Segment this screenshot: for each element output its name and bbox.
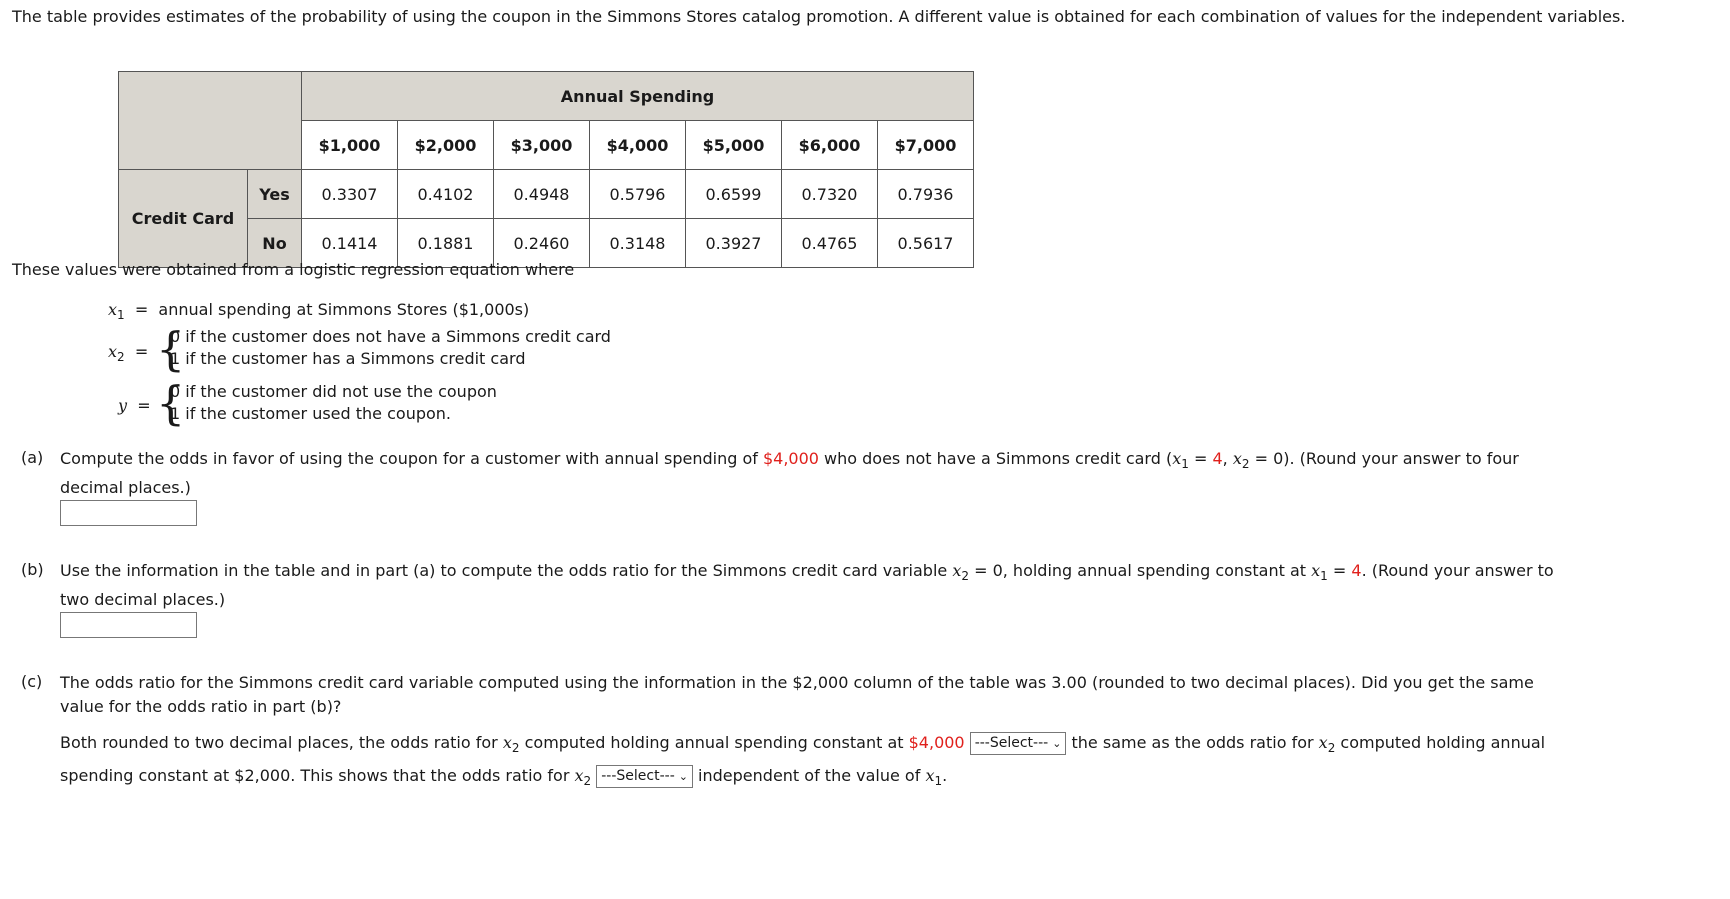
x2-cases <box>170 326 611 370</box>
column-header: $5,000 <box>686 121 782 170</box>
column-header: $2,000 <box>398 121 494 170</box>
x2-brace: { <box>156 322 186 376</box>
select-2-value: ---Select--- <box>601 768 675 785</box>
part-a-text-3: ). (Round your answer to four decimal places.) <box>60 449 1519 498</box>
part-b-text-2: = 0, holding annual spending constant at <box>969 561 1312 580</box>
y-label: y = <box>118 396 151 415</box>
x2-case-1: 1 if the customer has a Simmons credit card <box>170 349 526 368</box>
part-a-text-1: Compute the odds in favor of using the coupon for a customer with annual spending of <box>60 449 763 468</box>
part-c-question: The odds ratio for the Simmons credit card variable computed using the information in the $2,000 column of the table was 3.00 (rounded to two decimal places). Did you get the same value for the odds ratio in part (b)? <box>60 673 1534 716</box>
part-b-answer-input[interactable] <box>60 612 197 638</box>
probability-cell: 0.2460 <box>494 219 590 268</box>
chevron-down-icon: ⌄ <box>678 770 688 784</box>
x1-definition: $x_1$ = annual spending at Simmons Stores ($1,000s) <box>108 300 530 323</box>
chevron-down-icon: ⌄ <box>1052 737 1062 750</box>
part-c-select-2[interactable] <box>596 765 693 788</box>
x2-label: $x_2$ = <box>108 342 149 365</box>
y-case-0: 0 if the customer did not use the coupon <box>170 382 497 401</box>
part-b-label: (b) <box>21 560 44 579</box>
part-c-text-2: computed holding annual spending constant at <box>519 733 909 752</box>
equation-intro: These values were obtained from a logistic regression equation where <box>12 260 575 279</box>
part-a-question: Compute the odds in favor of using the coupon for a customer with annual spending of $4,000 who does not have a Simmons credit card ($x_1 = 4$, $x_2 = 0$). (Round your answer to four decimal places.) <box>60 449 1519 498</box>
probability-cell: 0.3148 <box>590 219 686 268</box>
probability-table <box>118 71 974 268</box>
row-label-yes: Yes <box>248 170 302 219</box>
probability-cell: 0.4765 <box>782 219 878 268</box>
part-c-text-3: the same as the odds ratio for <box>1066 733 1319 752</box>
credit-card-label: Credit Card <box>119 170 248 268</box>
probability-cell: 0.3307 <box>302 170 398 219</box>
part-b-text-1: Use the information in the table and in part (a) to compute the odds ratio for the Simmons credit card variable <box>60 561 953 580</box>
select-1-value: ---Select--- <box>974 735 1049 751</box>
part-b-text-3: . (Round your answer to two decimal places.) <box>60 561 1554 610</box>
probability-cell: 0.6599 <box>686 170 782 219</box>
part-c-statement: Both rounded to two decimal places, the odds ratio for $x_2$ computed holding annual spending constant at $4,000 ---Select--- ⌄ the same as the odds ratio for $x_2$ computed holding annual spending constant at $2,000. This shows that the odds ratio for $x_2$ ---Select--- ⌄ independent of the value of $x_1$. <box>60 733 1546 789</box>
column-header: $7,000 <box>878 121 974 170</box>
part-b-question: Use the information in the table and in part (a) to compute the odds ratio for the Simmons credit card variable $x_2 = 0$, holding annual spending constant at $x_1 = 4$. (Round your answer to two decimal places.) <box>60 561 1554 610</box>
probability-cell: 0.3927 <box>686 219 782 268</box>
part-a-x1-value: 4 <box>1212 449 1223 468</box>
row-label-no: No <box>248 219 302 268</box>
part-c-text-5: independent of the value of <box>692 766 926 786</box>
table-corner <box>119 72 302 170</box>
probability-cell: 0.1881 <box>398 219 494 268</box>
part-c-select-1[interactable] <box>970 732 1067 755</box>
part-c-text-1: Both rounded to two decimal places, the odds ratio for <box>60 733 503 752</box>
part-a-answer-input[interactable] <box>60 500 197 526</box>
probability-cell: 0.5617 <box>878 219 974 268</box>
part-a-x2-value: 0 <box>1273 449 1284 468</box>
probability-cell: 0.5796 <box>590 170 686 219</box>
part-c-text-4: computed holding annual spending constant at $2,000. This shows that the odds ratio for <box>60 733 1546 786</box>
part-c-amount: $4,000 <box>908 733 965 752</box>
annual-spending-header: Annual Spending <box>302 72 974 121</box>
y-brace: { <box>156 376 186 430</box>
y-case-1: 1 if the customer used the coupon. <box>170 404 452 423</box>
part-a-label: (a) <box>21 448 44 467</box>
x1-text: annual spending at Simmons Stores ($1,000s) <box>158 300 530 319</box>
probability-cell: 0.1414 <box>302 219 398 268</box>
column-header: $6,000 <box>782 121 878 170</box>
probability-cell: 0.7936 <box>878 170 974 219</box>
column-header: $1,000 <box>302 121 398 170</box>
part-a-text-2: who does not have a Simmons credit card ( <box>818 449 1173 468</box>
probability-cell: 0.4102 <box>398 170 494 219</box>
part-a-amount: $4,000 <box>762 449 819 468</box>
table-row <box>119 170 974 219</box>
column-header: $4,000 <box>590 121 686 170</box>
probability-cell: 0.7320 <box>782 170 878 219</box>
part-b-x1-value: 4 <box>1351 561 1362 580</box>
part-c-label: (c) <box>21 672 43 691</box>
probability-cell: 0.4948 <box>494 170 590 219</box>
x2-case-0: 0 if the customer does not have a Simmons credit card <box>170 327 611 346</box>
column-header: $3,000 <box>494 121 590 170</box>
intro-text: The table provides estimates of the probability of using the coupon in the Simmons Stores catalog promotion. A different value is obtained for each combination of values for the independent variables. <box>12 7 1626 26</box>
y-cases <box>170 381 497 425</box>
